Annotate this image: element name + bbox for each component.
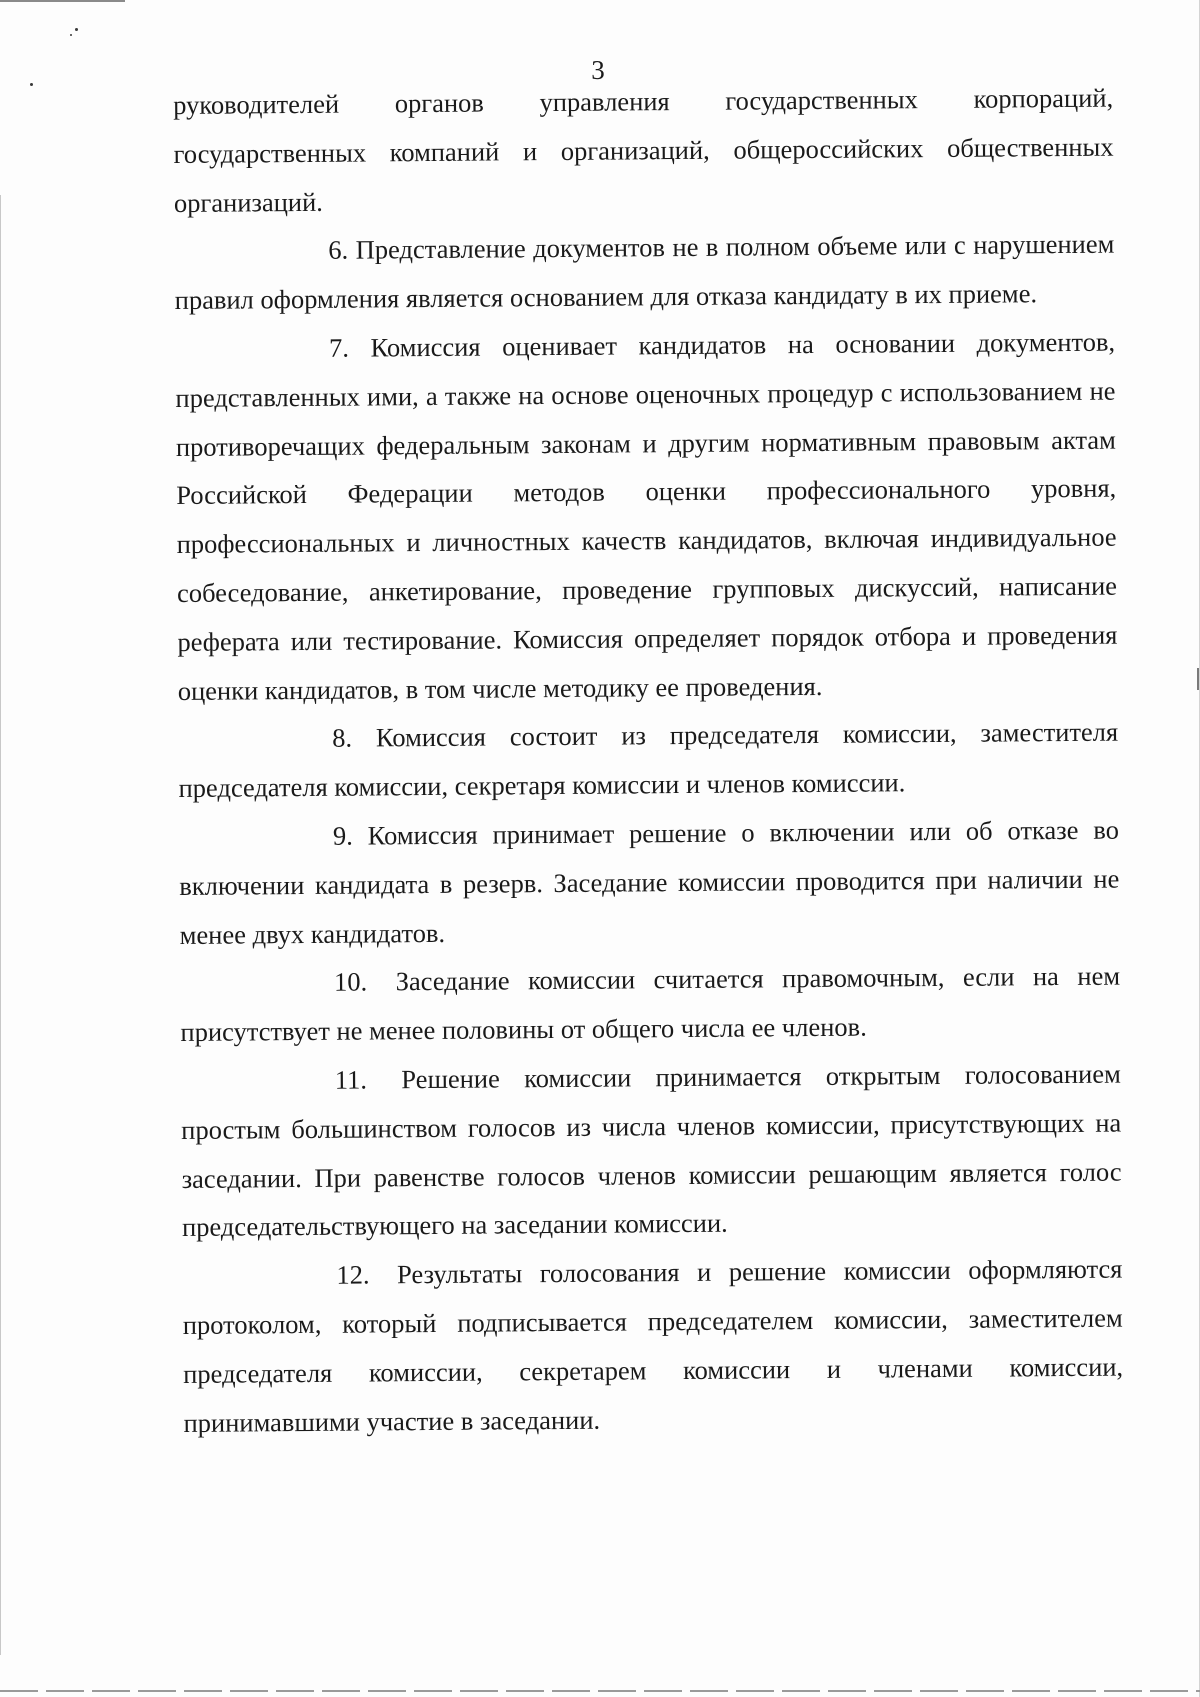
paragraph-number: 12. [336,1259,370,1290]
numbered-paragraph [180,952,1121,1057]
numbered-paragraph [175,318,1118,716]
paragraph-text: Комиссия состоит из председателя комиссии, заместителя председателя комиссии, секретаря комиссии и членов комиссии. [178,716,1119,804]
scan-edge-mark [1197,668,1199,690]
paragraph-number: 10. [333,966,368,998]
paragraph-number: 7. [328,332,350,363]
paragraph-text: Представление документов не в полном объеме или с нарушением правил оформления является основанием для отказа кандидату в их приеме. [174,229,1115,316]
numbered-paragraph [182,1245,1124,1448]
numbered-paragraph [179,806,1120,960]
numbered-paragraph [174,220,1115,325]
paragraph-text: Заседание комиссии считается правомочным, если на нем присутствует не менее половины от общего числа ее членов. [180,960,1121,1048]
paragraph-text: руководителей органов управления государственных корпораций, государственных компаний и организаций, общероссийских общественных организаций. [173,82,1114,218]
scan-speck [75,28,78,31]
scan-edge-left [0,195,1,1655]
paragraph-number: 8. [332,722,353,754]
paragraph-text: Результаты голосования и решение комиссии оформляются протоколом, который подписывается председателем комиссии, заместителем председателя комиссии, секретарем комиссии и членами комиссии, принимавшими участие в заседании. [182,1253,1124,1438]
page-number: 3 [591,55,605,85]
document-body [173,74,1124,1448]
paragraph-number: 6. [328,235,349,266]
paragraph-number: 11. [334,1064,368,1095]
scan-speck [70,34,72,36]
numbered-paragraph [181,1050,1123,1253]
paragraph-continuation [173,74,1114,228]
paragraph-text: Комиссия оценивает кандидатов на основании документов, представленных ими, а также на основе оценочных процедур с использованием не противоречащих федеральным законам и другим нормативным правовым актам Российской Федерации методов оценки профессионального уровня, профессиональных и личностных качеств кандидатов, включая индивидуальное собеседование, анкетирование, проведение групповых дискуссий, написание реферата или тестирование. Комиссия определяет порядок отбора и проведения оценки кандидатов, в том числе методику ее проведения. [175,326,1118,706]
scan-edge-bottom [0,1690,1200,1692]
numbered-paragraph [178,708,1119,813]
paragraph-text: Комиссия принимает решение о включении или об отказе во включении кандидата в резерв. Заседание комиссии проводится при наличии не менее двух кандидатов. [179,814,1120,950]
paragraph-number: 9. [332,820,353,851]
paragraph-text: Решение комиссии принимается открытым голосованием простым большинством голосов из числа членов комиссии, присутствующих на заседании. При равенстве голосов членов комиссии решающим является голос председательствующего на заседании комиссии. [181,1058,1122,1243]
scan-edge-top [0,0,125,2]
